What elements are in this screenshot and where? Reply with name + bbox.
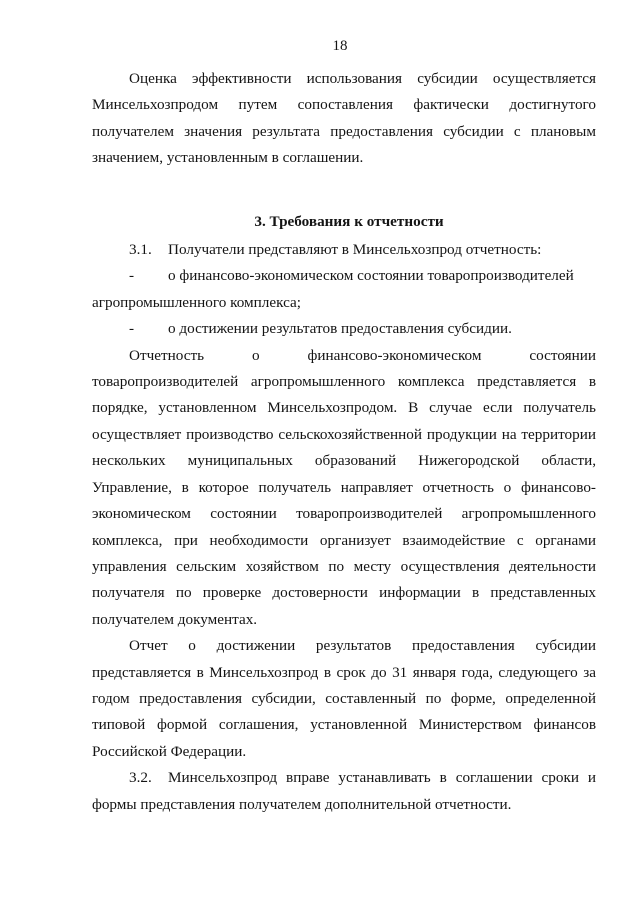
clause-3-2 — [92, 765, 596, 818]
list-item-text-rest: агропромышленного комплекса; — [92, 293, 301, 311]
page-number: 18 — [332, 38, 348, 54]
clause-number: 3.2. — [129, 769, 152, 787]
clause-text: Минсельхозпрод вправе устанавливать в соглашении сроки и формы представления получателем дополнительной отчетности. — [92, 769, 596, 813]
list-dash: - — [129, 267, 135, 285]
list-item-text-first: о финансово-экономическом состоянии товаропроизводителей — [168, 267, 574, 285]
clause-text: Получатели представляют в Минсельхозпрод отчетность: — [168, 241, 542, 259]
document-body — [92, 66, 596, 818]
list-dash: - — [129, 320, 135, 338]
section-title: 3. Требования к отчетности — [254, 212, 444, 230]
clause-number: 3.1. — [129, 241, 152, 259]
paragraph-efficiency-evaluation: Оценка эффективности использования субсидии осуществляется Минсельхозпродом путем сопоставления фактически достигнутого получателем значения результата предоставления субсидии с плановым значением, установленным в соглашении. — [92, 70, 596, 167]
list-item-financial-report — [92, 263, 596, 316]
clause-3-1 — [92, 237, 596, 263]
list-item-text: о достижении результатов предоставления субсидии. — [168, 320, 512, 338]
list-item-results-report — [92, 316, 596, 342]
paragraph-financial-reporting: Отчетность о финансово-экономическом состоянии товаропроизводителей агропромышленного комплекса представляется в порядке, установленном Минсельхозпродом. В случае если получатель осуществляет производство сельскохозяйственной продукции на территории нескольких муниципальных образований Нижегородской области, Управление, в которое получатель направляет отчетность о финансово-экономическом состоянии товаропроизводителей агропромышленного комплекса, при необходимости организует взаимодействие с органами управления сельским хозяйством по месту осуществления деятельности получателя по проверке достоверности информации в представленных получателем документах. — [92, 346, 596, 628]
paragraph-results-reporting: Отчет о достижении результатов предоставления субсидии представляется в Минсельхозпрод в срок до 31 января года, следующего за годом предоставления субсидии, составленный по форме, определенной типовой формой соглашения, установленной Министерством финансов Российской Федерации. — [92, 637, 596, 760]
